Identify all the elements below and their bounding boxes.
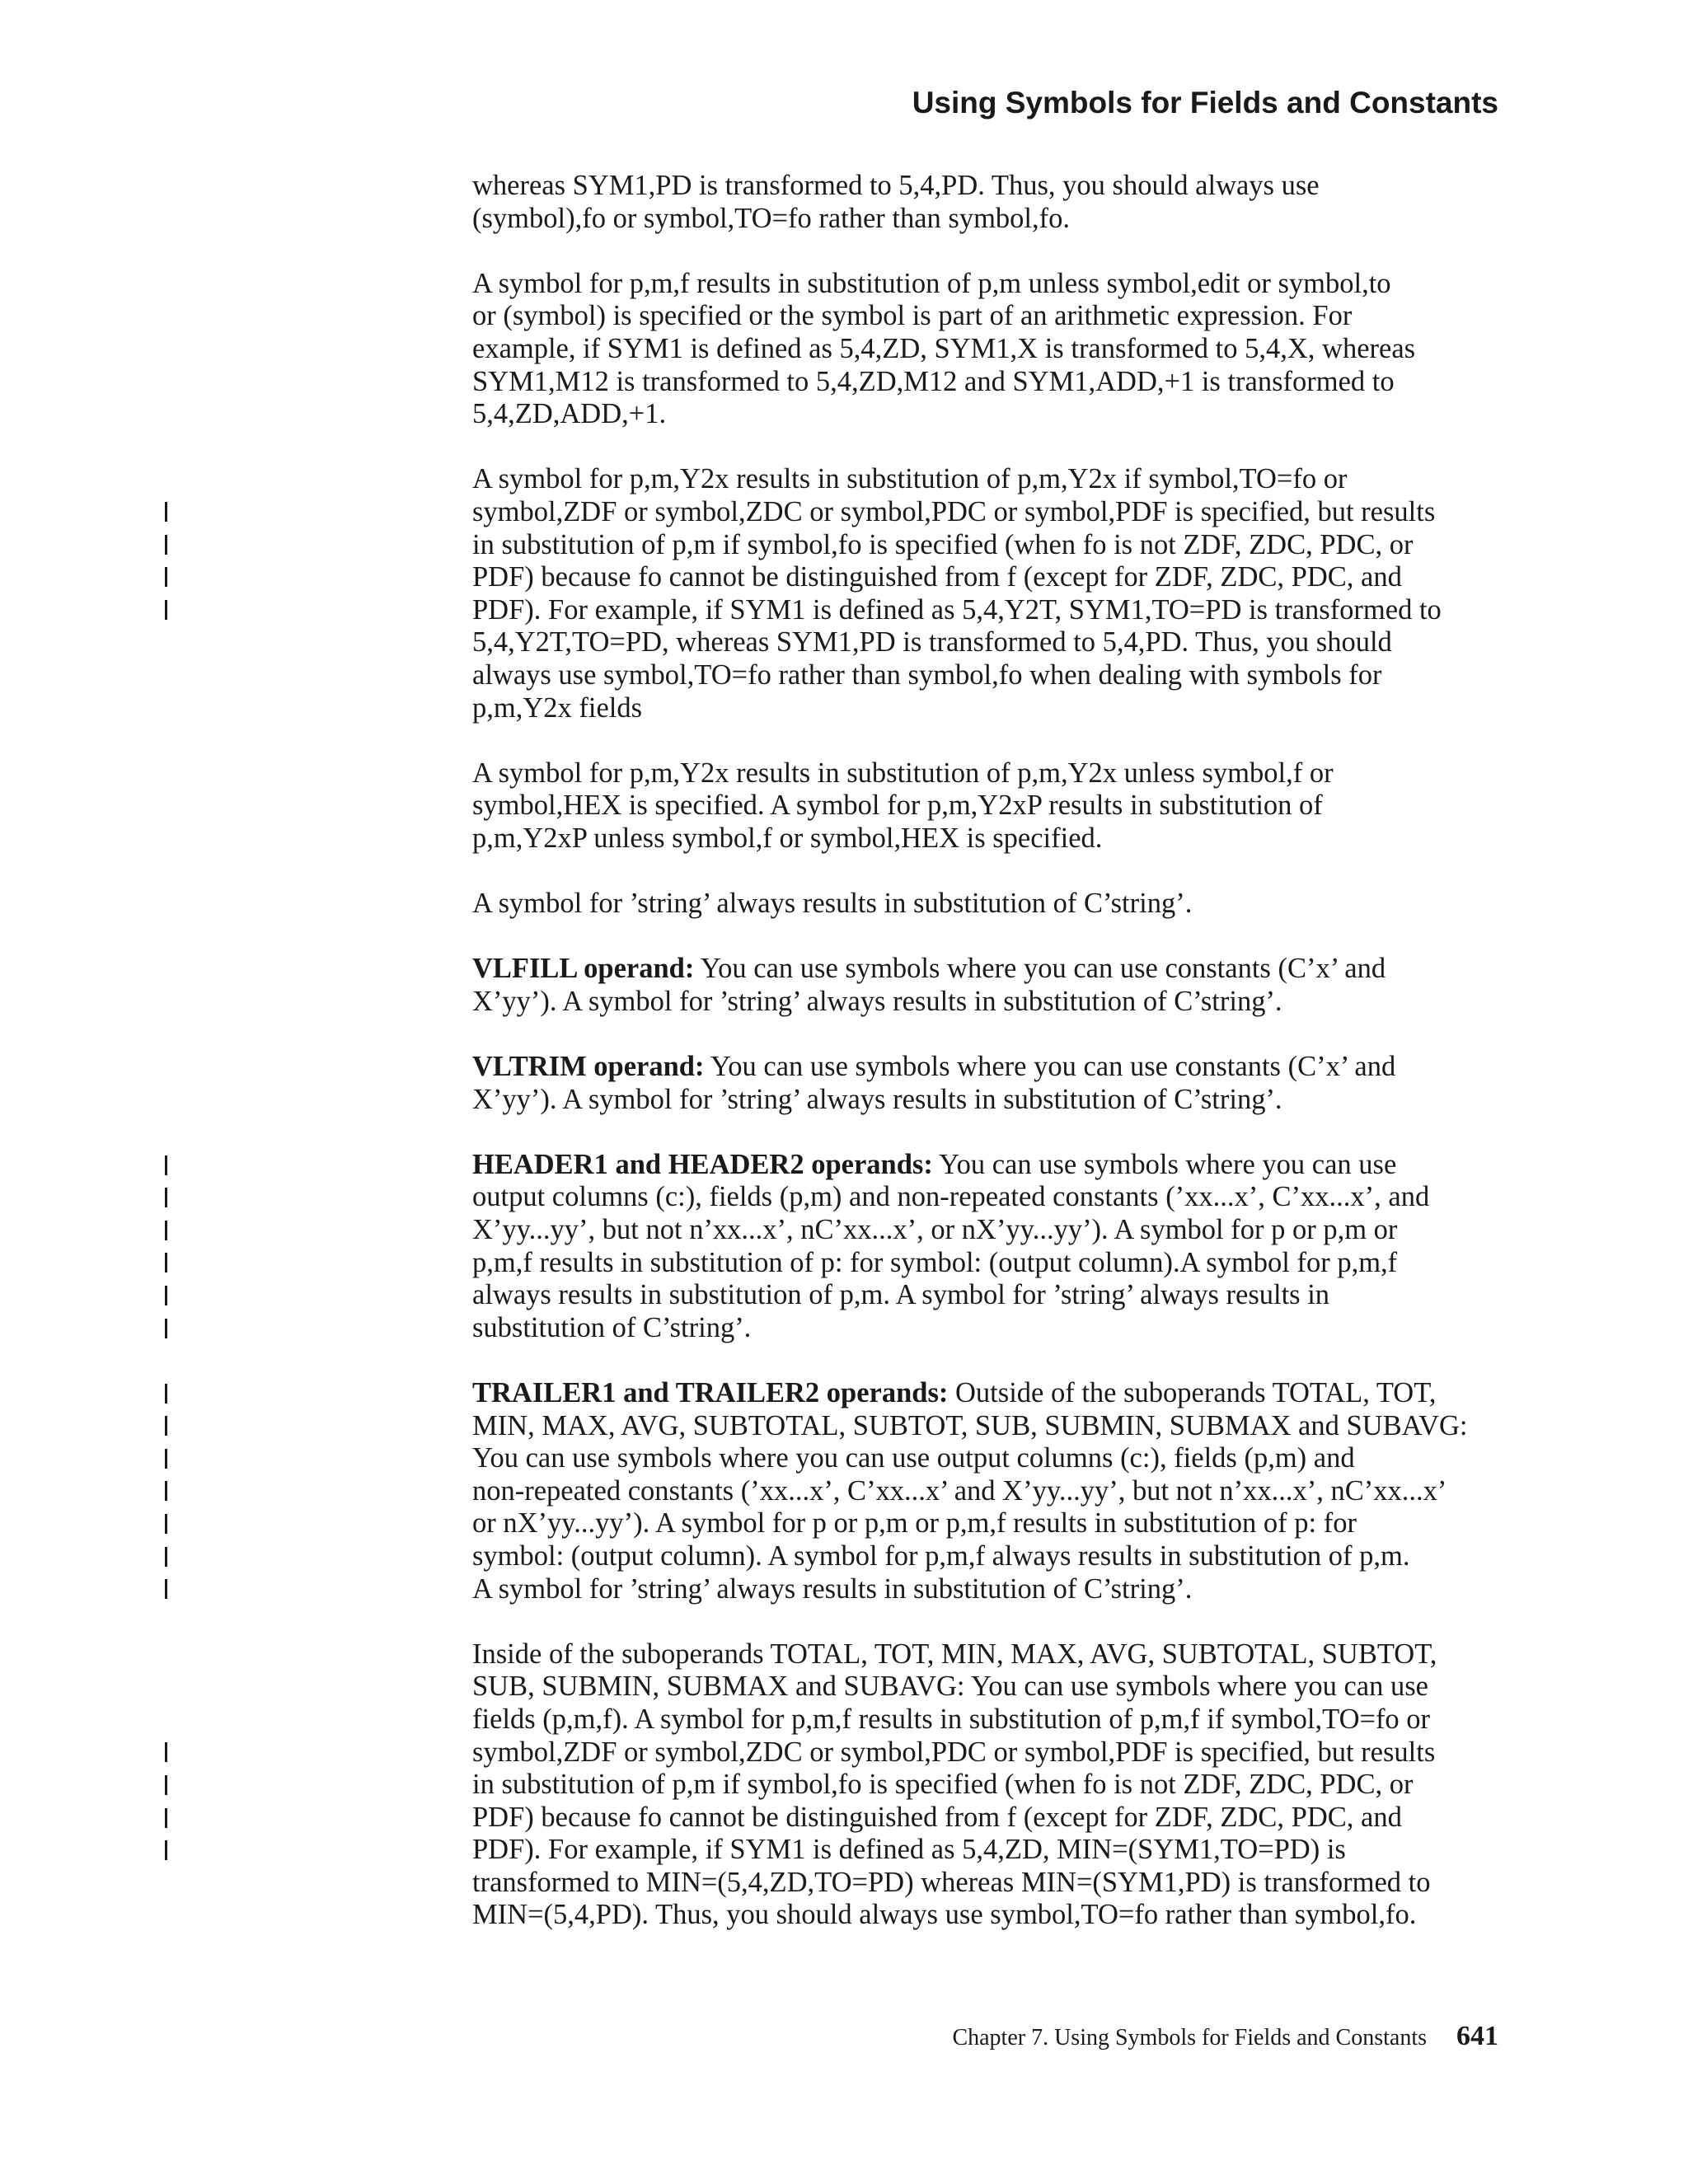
revision-bar <box>165 1742 167 1762</box>
paragraph-trailer-operands <box>472 1377 1503 1605</box>
page-number: 641 <box>1456 2021 1498 2051</box>
operand-heading: HEADER1 and HEADER2 operands: <box>472 1148 933 1180</box>
page-body <box>472 170 1503 1965</box>
operand-heading: TRAILER1 and TRAILER2 operands: <box>472 1376 949 1408</box>
text-line: or (symbol) is specified or the symbol is part of an arithmetic expression. For <box>472 300 1353 332</box>
revision-bar <box>165 600 167 620</box>
text-line: symbol,ZDF or symbol,ZDC or symbol,PDC or symbol,PDF is specified, but results <box>472 1736 1436 1768</box>
text-line: Outside of the suboperands TOTAL, TOT, <box>948 1376 1437 1408</box>
revision-bar <box>165 1253 167 1272</box>
text-line: (symbol),fo or symbol,TO=fo rather than symbol,fo. <box>472 202 1071 234</box>
text-line: symbol: (output column). A symbol for p,m,f always results in substitution of p,m. <box>472 1540 1410 1572</box>
text-line: You can use symbols where you can use output columns (c:), fields (p,m) and <box>472 1442 1355 1474</box>
text-line: SUB, SUBMIN, SUBMAX and SUBAVG: You can use symbols where you can use <box>472 1671 1428 1703</box>
paragraph <box>472 170 1503 235</box>
text-line: You can use symbols where you can use <box>932 1148 1397 1180</box>
revision-bar <box>165 1155 167 1175</box>
text-line: PDF). For example, if SYM1 is defined as 5,4,Y2T, SYM1,TO=PD is transformed to <box>472 593 1442 626</box>
text-line: X’yy’). A symbol for ’string’ always results in substitution of C’string’. <box>472 985 1282 1017</box>
text-line: substitution of C’string’. <box>472 1311 752 1343</box>
text-line: MIN, MAX, AVG, SUBTOTAL, SUBTOT, SUB, SUBMIN, SUBMAX and SUBAVG: <box>472 1409 1468 1441</box>
paragraph-header-operands <box>472 1149 1503 1345</box>
text-line: in substitution of p,m if symbol,fo is specified (when fo is not ZDF, ZDC, PDC, or <box>472 528 1414 560</box>
text-line: Inside of the suboperands TOTAL, TOT, MIN, MAX, AVG, SUBTOTAL, SUBTOT, <box>472 1638 1437 1670</box>
text-line: A symbol for p,m,Y2x results in substitution of p,m,Y2x if symbol,TO=fo or <box>472 463 1348 495</box>
paragraph <box>472 888 1503 921</box>
text-line: symbol,ZDF or symbol,ZDC or symbol,PDC or symbol,PDF is specified, but results <box>472 495 1436 527</box>
paragraph <box>472 1638 1503 1932</box>
paragraph-vlfill <box>472 953 1503 1018</box>
revision-bar <box>165 1449 167 1469</box>
text-line: output columns (c:), fields (p,m) and non-repeated constants (’xx...x’, C’xx...x’, and <box>472 1181 1430 1213</box>
revision-bar <box>165 1416 167 1436</box>
revision-bar <box>165 1188 167 1207</box>
revision-bar <box>165 1579 167 1599</box>
text-line: example, if SYM1 is defined as 5,4,ZD, SYM1,X is transformed to 5,4,X, whereas <box>472 332 1416 364</box>
text-line: p,m,Y2xP unless symbol,f or symbol,HEX is specified. <box>472 822 1103 854</box>
operand-heading: VLFILL operand: <box>472 953 695 985</box>
revision-bar <box>165 567 167 587</box>
text-line: You can use symbols where you can use constants (C’x’ and <box>694 953 1386 985</box>
text-line: or nX’yy...yy’). A symbol for p or p,m or p,m,f results in substitution of p: for <box>472 1507 1357 1540</box>
revision-bar <box>165 1384 167 1404</box>
text-line: non-repeated constants (’xx...x’, C’xx...x’ and X’yy...yy’, but not n’xx...x’, nC’xx...x’ <box>472 1474 1447 1507</box>
text-line: p,m,f results in substitution of p: for symbol: (output column).A symbol for p,m,f <box>472 1246 1398 1278</box>
footer-chapter-title: Chapter 7. Using Symbols for Fields and Constants <box>952 2025 1427 2050</box>
text-line: X’yy’). A symbol for ’string’ always results in substitution of C’string’. <box>472 1083 1282 1115</box>
text-line: A symbol for ’string’ always results in substitution of C’string’. <box>472 1572 1193 1605</box>
text-line: PDF). For example, if SYM1 is defined as 5,4,ZD, MIN=(SYM1,TO=PD) is <box>472 1834 1346 1866</box>
revision-bar <box>165 1840 167 1860</box>
text-line: A symbol for ’string’ always results in substitution of C’string’. <box>472 888 1193 920</box>
text-line: 5,4,ZD,ADD,+1. <box>472 398 667 430</box>
text-line: fields (p,m,f). A symbol for p,m,f results in substitution of p,m,f if symbol,TO=fo or <box>472 1703 1431 1735</box>
revision-bar <box>165 1547 167 1567</box>
running-head-title: Using Symbols for Fields and Constants <box>912 86 1498 120</box>
text-line: PDF) because fo cannot be distinguished from f (except for ZDF, ZDC, PDC, and <box>472 1801 1402 1833</box>
revision-bar <box>165 1481 167 1501</box>
text-line: X’yy...yy’, but not n’xx...x’, nC’xx...x’, or nX’yy...yy’). A symbol for p or p,m or <box>472 1214 1398 1245</box>
text-line: always results in substitution of p,m. A symbol for ’string’ always results in <box>472 1279 1330 1311</box>
paragraph <box>472 757 1503 855</box>
text-line: whereas SYM1,PD is transformed to 5,4,PD. Thus, you should always use <box>472 170 1320 201</box>
text-line: always use symbol,TO=fo rather than symbol,fo when dealing with symbols for <box>472 658 1382 691</box>
text-line: A symbol for p,m,f results in substitution of p,m unless symbol,edit or symbol,to <box>472 267 1391 299</box>
text-line: A symbol for p,m,Y2x results in substitution of p,m,Y2x unless symbol,f or <box>472 757 1334 789</box>
revision-bar <box>165 502 167 522</box>
revision-bar <box>165 1221 167 1240</box>
revision-bar <box>165 1286 167 1305</box>
paragraph <box>472 463 1503 724</box>
paragraph <box>472 268 1503 431</box>
text-line: SYM1,M12 is transformed to 5,4,ZD,M12 and SYM1,ADD,+1 is transformed to <box>472 365 1395 397</box>
page-footer <box>952 2021 1498 2052</box>
text-line: You can use symbols where you can use constants (C’x’ and <box>704 1051 1396 1083</box>
revision-bar <box>165 535 167 555</box>
paragraph-vltrim <box>472 1051 1503 1116</box>
revision-bar <box>165 1775 167 1795</box>
revision-bar <box>165 1808 167 1828</box>
text-line: PDF) because fo cannot be distinguished from f (except for ZDF, ZDC, PDC, and <box>472 561 1402 593</box>
text-line: symbol,HEX is specified. A symbol for p,m,Y2xP results in substitution of <box>472 790 1323 822</box>
text-line: transformed to MIN=(5,4,ZD,TO=PD) whereas MIN=(SYM1,PD) is transformed to <box>472 1866 1431 1898</box>
text-line: in substitution of p,m if symbol,fo is specified (when fo is not ZDF, ZDC, PDC, or <box>472 1769 1414 1801</box>
operand-heading: VLTRIM operand: <box>472 1051 705 1083</box>
text-line: 5,4,Y2T,TO=PD, whereas SYM1,PD is transformed to 5,4,PD. Thus, you should <box>472 626 1392 658</box>
text-line: p,m,Y2x fields <box>472 691 643 724</box>
revision-bar <box>165 1514 167 1534</box>
text-line: MIN=(5,4,PD). Thus, you should always use symbol,TO=fo rather than symbol,fo. <box>472 1899 1417 1931</box>
revision-bar <box>165 1319 167 1338</box>
